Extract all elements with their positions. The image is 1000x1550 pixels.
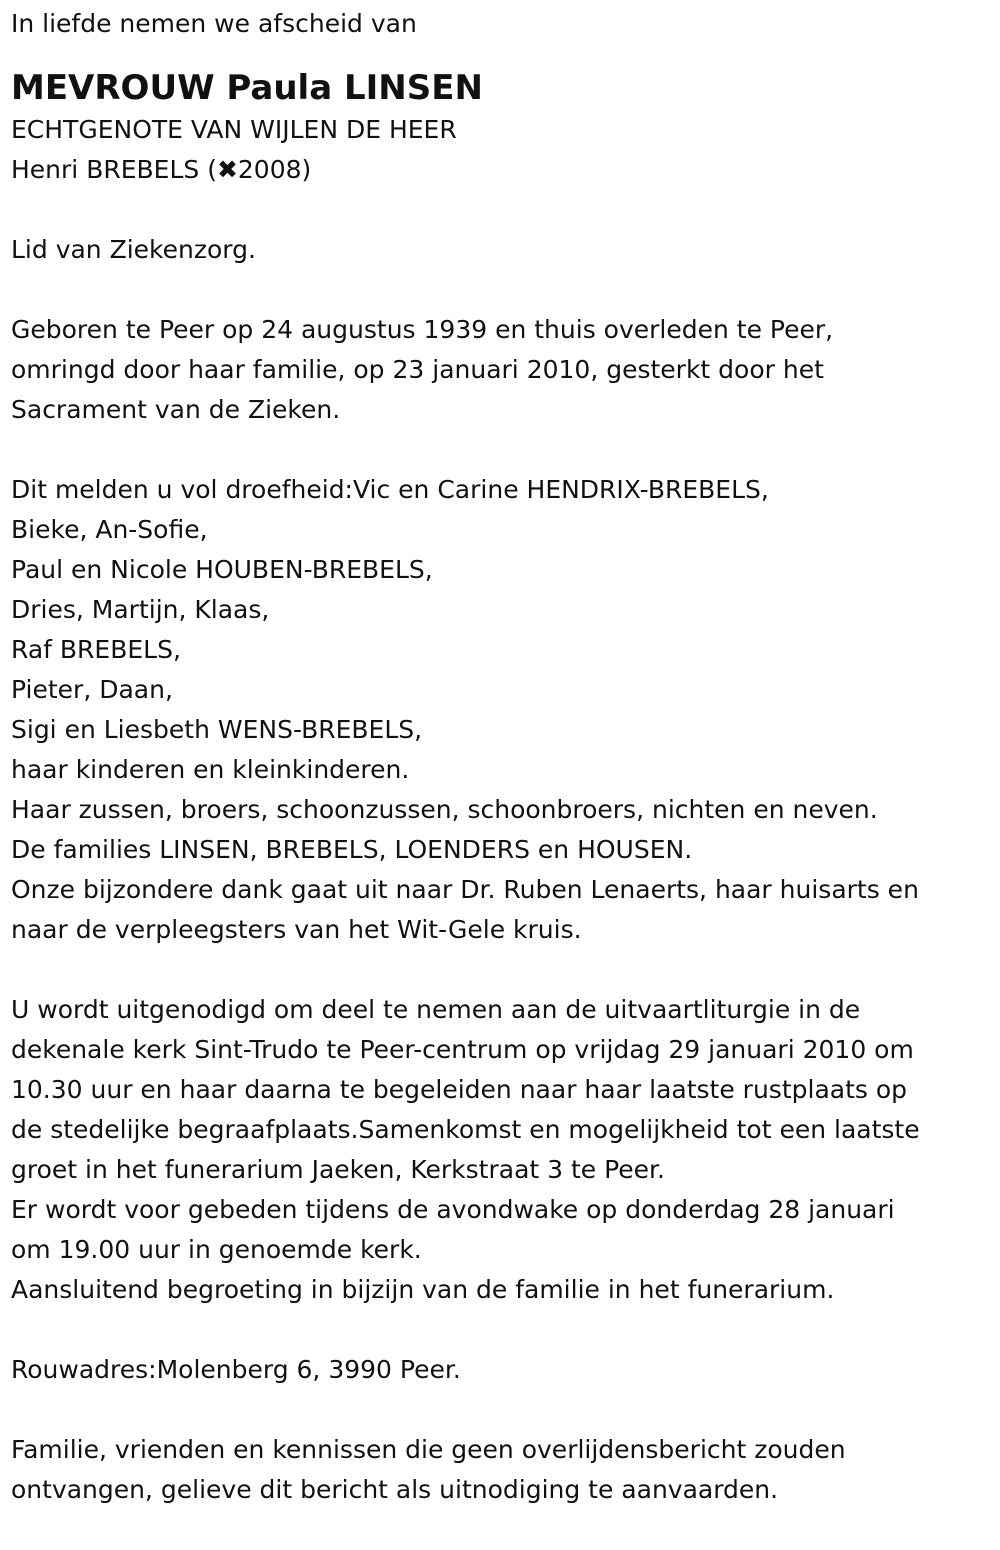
closing-paragraph [11,1430,990,1510]
spacer [11,1390,990,1430]
family-line: Bieke, An-Sofie, [11,515,208,544]
membership-text: Lid van Ziekenzorg. [11,235,256,264]
funeral-paragraph [11,990,990,1310]
spouse-name: Henri BREBELS (✖2008) [11,155,312,184]
birth-death-paragraph [11,310,990,430]
funeral-line: om 19.00 uur in genoemde kerk. [11,1235,422,1264]
family-line: haar kinderen en kleinkinderen. [11,755,410,784]
paragraph-line: Sacrament van de Zieken. [11,395,341,424]
intro-text: In liefde nemen we afscheid van [11,9,417,38]
funeral-line: 10.30 uur en haar daarna te begeleiden naar haar laatste rustplaats op [11,1075,908,1104]
spacer [11,950,990,990]
family-paragraph [11,470,990,950]
family-line: Raf BREBELS, [11,635,181,664]
paragraph-line: omringd door haar familie, op 23 januari 2010, gesterkt door het [11,355,824,384]
deceased-name: MEVROUW Paula LINSEN [11,68,483,108]
closing-line: ontvangen, gelieve dit bericht als uitnodiging te aanvaarden. [11,1475,779,1504]
funeral-line: de stedelijke begraafplaats.Samenkomst en mogelijkheid tot een laatste [11,1115,920,1144]
funeral-line: Er wordt voor gebeden tijdens de avondwake op donderdag 28 januari [11,1195,895,1224]
funeral-line: U wordt uitgenodigd om deel te nemen aan de uitvaartliturgie in de [11,995,861,1024]
funeral-line: dekenale kerk Sint-Trudo te Peer-centrum op vrijdag 29 januari 2010 om [11,1035,914,1064]
family-line: Pieter, Daan, [11,675,173,704]
spacer [11,270,990,310]
spacer [11,1310,990,1350]
family-line: Dries, Martijn, Klaas, [11,595,270,624]
mourning-address: Rouwadres:Molenberg 6, 3990 Peer. [11,1355,461,1384]
spacer [11,190,990,230]
family-line: Haar zussen, broers, schoonzussen, schoonbroers, nichten en neven. [11,795,878,824]
family-line: Onze bijzondere dank gaat uit naar Dr. Ruben Lenaerts, haar huisarts en [11,875,919,904]
family-line: Sigi en Liesbeth WENS-BREBELS, [11,715,423,744]
family-line: naar de verpleegsters van het Wit-Gele kruis. [11,915,582,944]
spouse-line: ECHTGENOTE VAN WIJLEN DE HEER [11,115,457,144]
spacer [11,430,990,470]
funeral-line: groet in het funerarium Jaeken, Kerkstraat 3 te Peer. [11,1155,665,1184]
family-line: Dit melden u vol droefheid:Vic en Carine HENDRIX-BREBELS, [11,475,769,504]
paragraph-line: Geboren te Peer op 24 augustus 1939 en thuis overleden te Peer, [11,315,834,344]
family-line: Paul en Nicole HOUBEN-BREBELS, [11,555,433,584]
closing-line: Familie, vrienden en kennissen die geen overlijdensbericht zouden [11,1435,846,1464]
funeral-line: Aansluitend begroeting in bijzijn van de familie in het funerarium. [11,1275,835,1304]
family-line: De families LINSEN, BREBELS, LOENDERS en HOUSEN. [11,835,693,864]
